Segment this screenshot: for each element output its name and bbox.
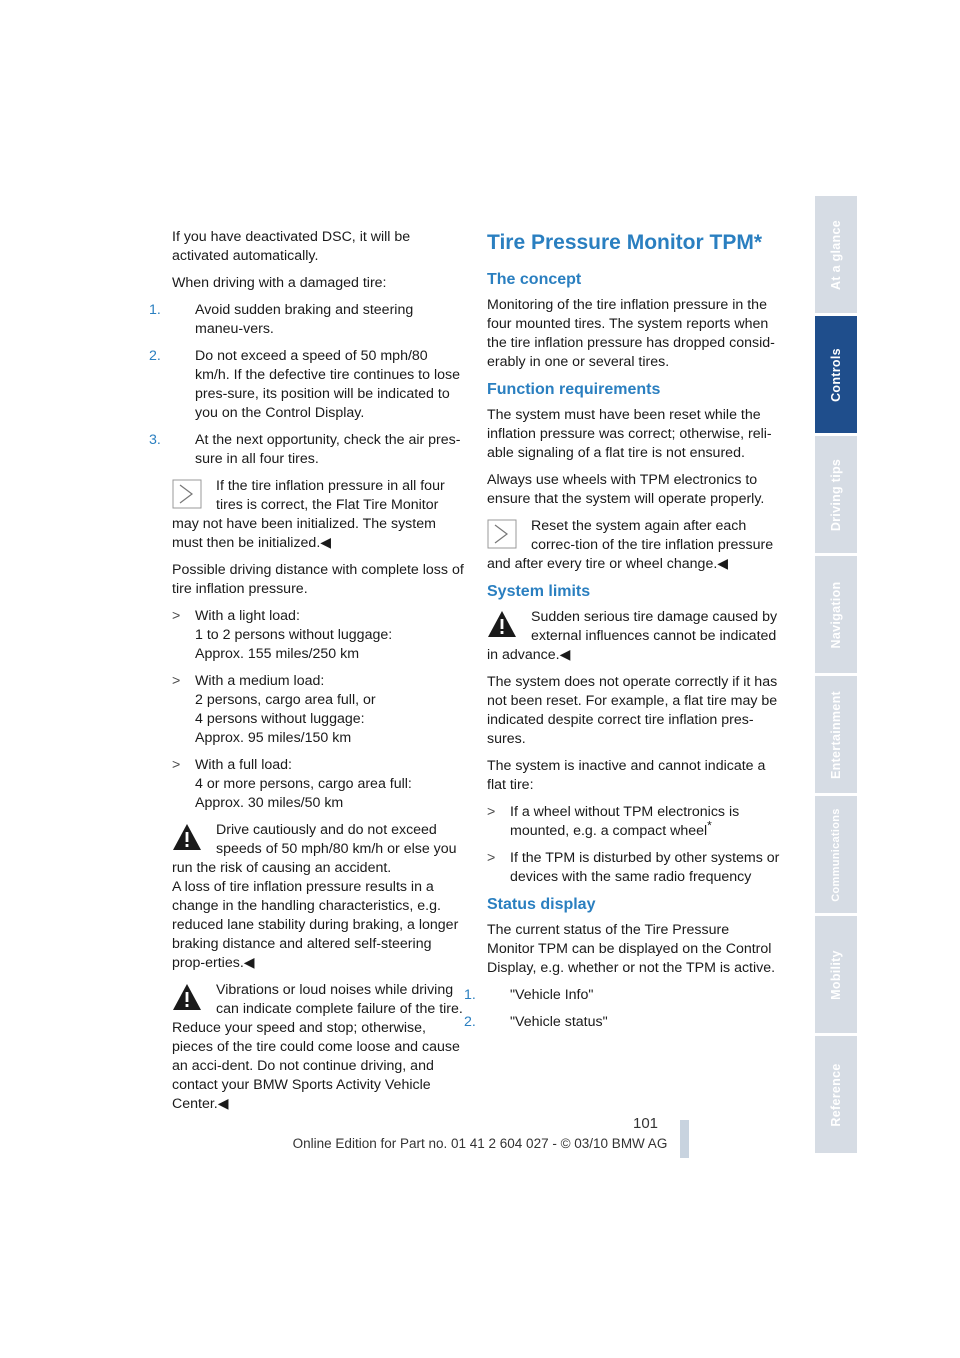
warning-icon [172, 983, 208, 1013]
warning-icon [487, 610, 523, 640]
tab-label: Navigation [829, 581, 843, 648]
tab-communications[interactable] [815, 796, 857, 913]
limits-text: The system is inactive and cannot indicate a flat tire: [487, 758, 766, 793]
warning-icon [172, 823, 208, 853]
warning-text: Vibrations or loud noises while driving can indicate complete failure of the tire. Reduce your speed and stop; otherwise, pieces of the tire could come loose and cause an acci-dent. Do not continue driving, and contact your BMW Sports Activity Vehicle Center.◀ [172, 982, 463, 1112]
tab-navigation[interactable] [815, 556, 857, 673]
status-text: The current status of the Tire Pressure Monitor TPM can be displayed on the Control Display, e.g. whether or not the TPM is active. [487, 922, 776, 976]
load-line: With a full load: [195, 757, 292, 773]
limits-item [487, 803, 780, 841]
concept-text: Monitoring of the tire inflation pressure in the four mounted tires. The system reports when the tire inflation pressure has dropped consid-erably in one or several tires. [487, 297, 775, 370]
tab-label: Communications [830, 807, 842, 902]
load-line: Approx. 95 miles/150 km [195, 730, 352, 746]
note-text: If the tire inflation pressure in all four tires is correct, the Flat Tire Monitor may not have been initialized. The system must then be initialized.◀ [172, 478, 445, 551]
tab-label: At a glance [829, 219, 843, 290]
load-item [172, 607, 464, 664]
footer-text: Online Edition for Part no. 01 41 2 604 027 - © 03/10 BMW AG [292, 1136, 668, 1151]
step-text: At the next opportunity, check the air pres-sure in all four tires. [195, 432, 461, 467]
step-item [149, 347, 464, 423]
status-step [464, 1013, 780, 1032]
page-number: 101 [633, 1115, 659, 1132]
warning-vibration [172, 981, 464, 1114]
right-column [464, 228, 780, 1040]
bullet-marker: > [487, 850, 496, 866]
note-icon [172, 479, 208, 509]
limits-text: The system does not operate correctly if it has not been reset. For example, a flat tire may be indicated despite correct tire inflation pres-sures. [487, 674, 778, 747]
status-heading: Status display [487, 896, 596, 913]
distance-intro: Possible driving distance with complete loss of tire inflation pressure. [172, 562, 464, 597]
warning-text-cont: A loss of tire inflation pressure results in a change in the handling characteristics, e.g. reduced lane stability during braking, a longer braking distance and altered self-steering prop-erties.◀ [172, 879, 459, 971]
concept-heading: The concept [487, 271, 582, 288]
status-step [464, 986, 780, 1005]
load-line: With a medium load: [195, 673, 325, 689]
tab-driving-tips[interactable] [815, 436, 857, 553]
load-line: With a light load: [195, 608, 300, 624]
bullet-marker: > [172, 673, 181, 689]
tab-label: Mobility [829, 949, 843, 1000]
requirements-text: The system must have been reset while the inflation pressure was correct; otherwise, reli-able signaling of a flat tire is not ensured. [487, 407, 772, 461]
note-text: Reset the system again after each correc-tion of the tire inflation pressure and after every tire or wheel change.◀ [487, 518, 774, 572]
load-line: 2 persons, cargo area full, or [195, 692, 376, 708]
warning-text: Drive cautiously and do not exceed speeds of 50 mph/80 km/h or else you run the risk of causing an accident. [172, 822, 457, 876]
warning-text: Sudden serious tire damage caused by external influences cannot be indicated in advance.◀ [487, 609, 778, 663]
option-star: * [707, 818, 712, 833]
warning-limits [487, 608, 780, 665]
step-text: "Vehicle Info" [510, 987, 594, 1003]
tab-at-a-glance[interactable] [815, 196, 857, 313]
step-number: 2. [464, 1014, 476, 1030]
step-text: Avoid sudden braking and steering maneu-vers. [195, 302, 414, 337]
damaged-tire-intro: When driving with a damaged tire: [172, 275, 387, 291]
left-column [149, 228, 464, 1122]
tab-entertainment[interactable] [815, 676, 857, 793]
step-text: "Vehicle status" [510, 1014, 608, 1030]
requirements-heading: Function requirements [487, 381, 661, 398]
note-reset [487, 517, 780, 574]
load-line: Approx. 30 miles/50 km [195, 795, 344, 811]
limits-item-text: If the TPM is disturbed by other systems or devices with the same radio frequency [510, 850, 780, 885]
tab-controls[interactable] [815, 316, 857, 433]
step-text: Do not exceed a speed of 50 mph/80 km/h. If the defective tire continues to lose pres-sure, its position will be indicated to you on the Control Display. [195, 348, 460, 421]
tab-label: Entertainment [829, 690, 843, 779]
bullet-marker: > [487, 804, 496, 820]
step-item [149, 431, 464, 469]
limits-item-text: If a wheel without TPM electronics is mounted, e.g. a compact wheel [510, 804, 740, 839]
load-line: Approx. 155 miles/250 km [195, 646, 360, 662]
dsc-paragraph: If you have deactivated DSC, it will be activated automatically. [172, 229, 411, 264]
requirements-text: Always use wheels with TPM electronics to ensure that the system will operate properly. [487, 472, 765, 507]
bullet-marker: > [172, 608, 181, 624]
note-init [172, 477, 464, 553]
limits-item [487, 849, 780, 887]
load-line: 1 to 2 persons without luggage: [195, 627, 393, 643]
step-item [149, 301, 464, 339]
load-item [172, 756, 464, 813]
tab-label: Reference [829, 1062, 843, 1127]
limits-heading: System limits [487, 583, 591, 600]
bullet-marker: > [172, 757, 181, 773]
tab-label: Controls [829, 347, 843, 402]
load-line: 4 or more persons, cargo area full: [195, 776, 412, 792]
warning-speed [172, 821, 464, 973]
chapter-tabs [815, 196, 857, 1156]
section-title: Tire Pressure Monitor TPM* [487, 231, 763, 254]
tab-label: Driving tips [829, 458, 843, 531]
load-item [172, 672, 464, 748]
load-line: 4 persons without luggage: [195, 711, 365, 727]
step-number: 3. [149, 432, 161, 448]
note-icon [487, 519, 523, 549]
step-number: 1. [464, 987, 476, 1003]
step-number: 1. [149, 302, 161, 318]
step-number: 2. [149, 348, 161, 364]
tab-mobility[interactable] [815, 916, 857, 1033]
